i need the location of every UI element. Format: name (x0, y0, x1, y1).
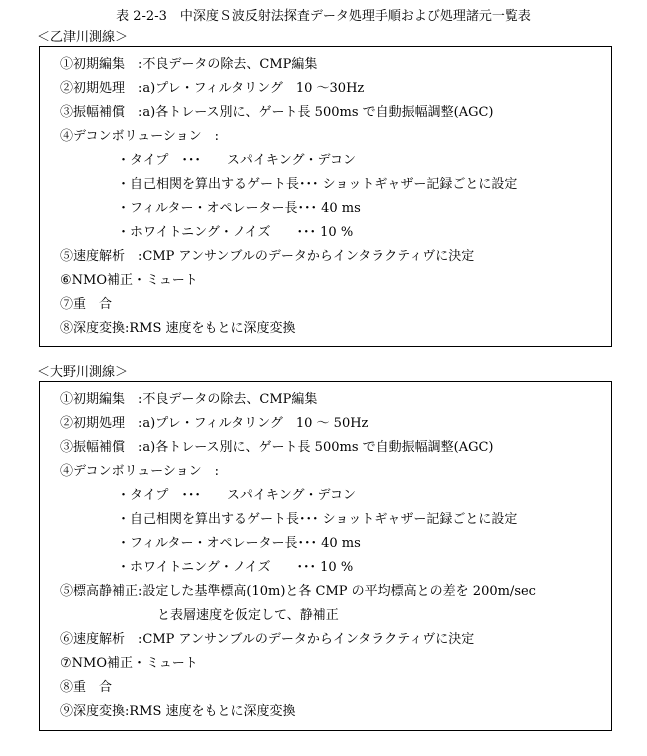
processing-step-line: と表層速度を仮定して、静補正 (157, 608, 339, 623)
processing-step-line: ・自己相関を算出するゲート長･･･ ショットギャザー記録ごとに設定 (117, 512, 518, 527)
processing-step-line: ⑦NMO補正・ミュート (60, 656, 198, 671)
processing-step-line: ⑨深度変換:RMS 速度をもとに深度変換 (60, 704, 296, 719)
section-label-otozu: ＜乙津川測線＞ (37, 30, 129, 45)
processing-step-line: ・タイプ ･･･ スパイキング・デコン (117, 488, 356, 503)
processing-step-line: ・ホワイトニング・ノイズ ･･･ 10 % (117, 225, 354, 240)
processing-step-line: ④デコンボリューション : (60, 129, 219, 144)
processing-step-line: ⑧深度変換:RMS 速度をもとに深度変換 (60, 321, 296, 336)
processing-step-line: ③振幅補償 :a)各トレース別に、ゲート長 500ms で自動振幅調整(AGC) (60, 440, 494, 455)
processing-step-line: ・ホワイトニング・ノイズ ･･･ 10 % (117, 560, 354, 575)
processing-step-line: ⑦重 合 (60, 297, 113, 312)
processing-step-line: ③振幅補償 :a)各トレース別に、ゲート長 500ms で自動振幅調整(AGC) (60, 105, 494, 120)
processing-step-line: ⑤標高静補正:設定した基準標高(10m)と各 CMP の平均標高との差を 200m/sec (60, 584, 536, 599)
processing-box-otozu (39, 46, 612, 347)
processing-step-line: ①初期編集 :不良データの除去、CMP編集 (60, 57, 318, 72)
section-label-ohno: ＜大野川測線＞ (37, 365, 129, 380)
processing-step-line: ・フィルター・オペレーター長･･･ 40 ms (117, 201, 361, 216)
table-title: 表 2-2-3 中深度Ｓ波反射法探査データ処理手順および処理諸元一覧表 (116, 9, 531, 24)
processing-step-line: ・タイプ ･･･ スパイキング・デコン (117, 153, 356, 168)
processing-step-line: ⑥NMO補正・ミュート (60, 273, 198, 288)
processing-box-ohno (39, 381, 612, 731)
processing-step-line: ①初期編集 :不良データの除去、CMP編集 (60, 392, 318, 407)
processing-step-line: ・自己相関を算出するゲート長･･･ ショットギャザー記録ごとに設定 (117, 177, 518, 192)
processing-step-line: ②初期処理 :a)プレ・フィルタリング 10 ～30Hz (60, 81, 365, 96)
processing-step-line: ⑧重 合 (60, 680, 113, 695)
processing-step-line: ⑤速度解析 :CMP アンサンブルのデータからインタラクティヴに決定 (60, 249, 475, 264)
processing-step-line: ・フィルター・オペレーター長･･･ 40 ms (117, 536, 361, 551)
processing-step-line: ⑥速度解析 :CMP アンサンブルのデータからインタラクティヴに決定 (60, 632, 475, 647)
processing-step-line: ④デコンボリューション : (60, 464, 219, 479)
processing-step-line: ②初期処理 :a)プレ・フィルタリング 10 ～ 50Hz (60, 416, 369, 431)
